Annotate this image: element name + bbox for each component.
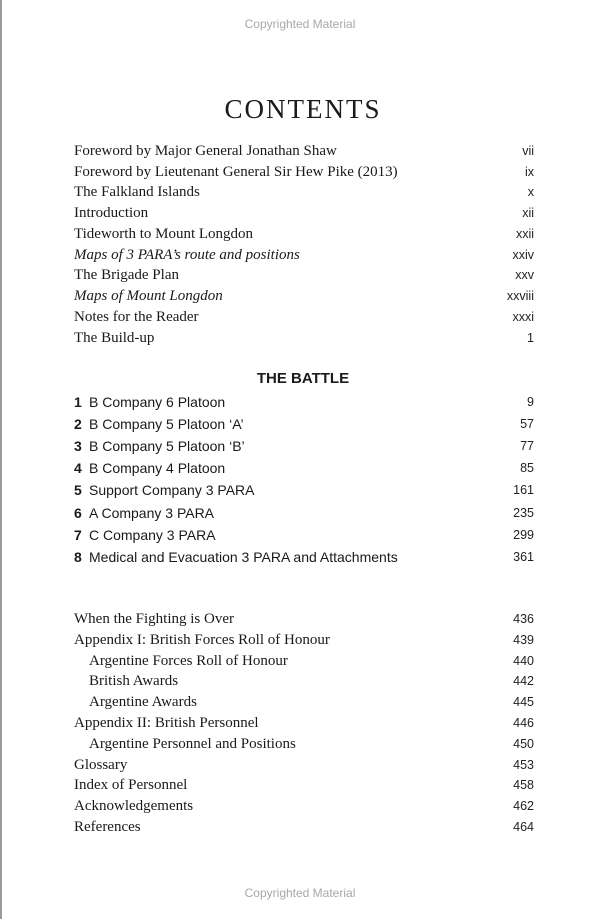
toc-entry xyxy=(74,226,534,246)
toc-entry xyxy=(74,757,534,777)
chapter-number: 4 xyxy=(74,460,82,477)
chapter-number: 1 xyxy=(74,394,82,410)
toc-entry-page: xxv xyxy=(515,268,534,283)
toc-entry xyxy=(74,611,534,631)
toc-entry xyxy=(74,819,534,839)
toc-entry-label: Tideworth to Mount Longdon xyxy=(74,225,254,242)
toc-entry-label: Appendix II: British Personnel xyxy=(74,715,259,731)
chapter-entry xyxy=(74,416,534,436)
toc-entry-page: 458 xyxy=(513,778,534,793)
toc-entry xyxy=(74,267,534,287)
page-edge xyxy=(0,0,2,919)
toc-entry-page: 442 xyxy=(513,674,534,689)
toc-entry-label: Maps of 3 PARA’s route and positions xyxy=(74,246,300,263)
toc-entry-label: Maps of Mount Longdon xyxy=(74,287,223,304)
chapter-number: 2 xyxy=(74,416,82,433)
toc-entry-label: Foreword by Major General Jonathan Shaw xyxy=(74,143,337,159)
toc-entry xyxy=(74,330,534,350)
toc-entry xyxy=(74,288,534,308)
toc-entry xyxy=(74,777,534,797)
toc-entry-page: 445 xyxy=(513,695,534,710)
toc-entry-page: 440 xyxy=(513,653,534,668)
chapter-entry xyxy=(74,394,534,414)
toc-entry xyxy=(74,632,534,652)
toc-entry-label: British Awards xyxy=(89,673,179,690)
chapter-entry xyxy=(74,438,534,458)
toc-entry xyxy=(74,673,534,693)
toc-entry-label: Notes for the Reader xyxy=(74,308,199,325)
toc-entry-page: 453 xyxy=(513,757,534,772)
chapter-label: B Company 6 Platoon xyxy=(89,394,226,410)
toc-entry-label: Foreword by Lieutenant General Sir Hew Pike (2013) xyxy=(74,163,398,180)
toc-entry-page: xxiv xyxy=(512,247,534,262)
toc-entry xyxy=(74,798,534,818)
toc-entry xyxy=(74,247,534,267)
toc-entry-label: Acknowledgements xyxy=(74,798,194,815)
toc-entry-page: 1 xyxy=(527,331,534,345)
toc-entry xyxy=(74,736,534,756)
chapter-page: 85 xyxy=(520,461,534,476)
chapter-page: 235 xyxy=(513,505,534,520)
chapter-label: B Company 5 Platoon ‘B’ xyxy=(89,438,245,455)
toc-entry-label: Appendix I: British Forces Roll of Honour xyxy=(74,631,330,648)
chapter-label: B Company 4 Platoon xyxy=(89,460,226,477)
chapter-label: C Company 3 PARA xyxy=(89,526,216,543)
toc-entry-page: 436 xyxy=(513,612,534,626)
toc-entry-label: Glossary xyxy=(74,756,128,773)
chapter-label: B Company 5 Platoon ‘A’ xyxy=(89,416,244,433)
toc-entry-page: xxxi xyxy=(512,309,534,324)
toc-entry-label: The Build-up xyxy=(74,330,155,346)
chapter-page: 57 xyxy=(520,417,534,432)
chapter-entry xyxy=(74,527,534,547)
watermark-top: Copyrighted Material xyxy=(244,17,356,31)
section-heading: THE BATTLE xyxy=(256,370,350,387)
toc-entry xyxy=(74,715,534,735)
chapter-number: 6 xyxy=(74,504,82,521)
toc-entry xyxy=(74,653,534,673)
toc-entry-label: Argentine Awards xyxy=(89,694,197,711)
chapter-number: 3 xyxy=(74,438,82,455)
chapter-entry xyxy=(74,505,534,525)
chapter-number: 8 xyxy=(74,549,82,565)
toc-entry xyxy=(74,205,534,225)
toc-entry xyxy=(74,694,534,714)
toc-entry-page: 464 xyxy=(513,820,534,834)
chapter-label: A Company 3 PARA xyxy=(89,504,215,521)
chapter-page: 9 xyxy=(527,395,534,409)
chapter-entry xyxy=(74,482,534,502)
toc-entry-page: 446 xyxy=(513,716,534,730)
toc-entry-page: x xyxy=(527,185,534,200)
toc-entry-label: The Falkland Islands xyxy=(74,184,200,201)
chapter-page: 77 xyxy=(520,439,534,454)
toc-entry-page: xxii xyxy=(515,226,534,241)
chapter-page: 361 xyxy=(513,550,534,564)
chapter-label: Medical and Evacuation 3 PARA and Attachments xyxy=(89,549,398,565)
toc-entry-page: 439 xyxy=(513,632,534,647)
chapter-page: 161 xyxy=(513,483,534,498)
toc-entry-page: xii xyxy=(522,206,534,221)
toc-entry-label: Introduction xyxy=(74,205,149,222)
toc-entry-label: When the Fighting is Over xyxy=(74,611,234,627)
toc-entry xyxy=(74,184,534,204)
chapter-label: Support Company 3 PARA xyxy=(89,482,255,499)
toc-entry-page: xxviii xyxy=(506,288,534,303)
chapter-entry xyxy=(74,549,534,569)
toc-entry-page: 462 xyxy=(513,799,534,814)
toc-entry-label: Argentine Personnel and Positions xyxy=(89,735,296,752)
toc-entry-page: ix xyxy=(524,164,534,179)
toc-entry xyxy=(74,143,534,163)
chapter-number: 5 xyxy=(74,482,82,499)
page-title: CONTENTS xyxy=(224,94,382,124)
toc-entry xyxy=(74,164,534,184)
chapter-number: 7 xyxy=(74,526,82,543)
chapter-entry xyxy=(74,460,534,480)
toc-entry-label: References xyxy=(74,819,141,835)
toc-entry-label: Argentine Forces Roll of Honour xyxy=(89,652,288,669)
toc-entry-label: Index of Personnel xyxy=(74,777,188,794)
toc-entry xyxy=(74,309,534,329)
toc-entry-page: 450 xyxy=(513,736,534,751)
toc-entry-label: The Brigade Plan xyxy=(74,267,179,284)
watermark-bottom: Copyrighted Material xyxy=(244,886,356,900)
chapter-page: 299 xyxy=(513,527,534,542)
toc-entry-page: vii xyxy=(522,144,534,158)
